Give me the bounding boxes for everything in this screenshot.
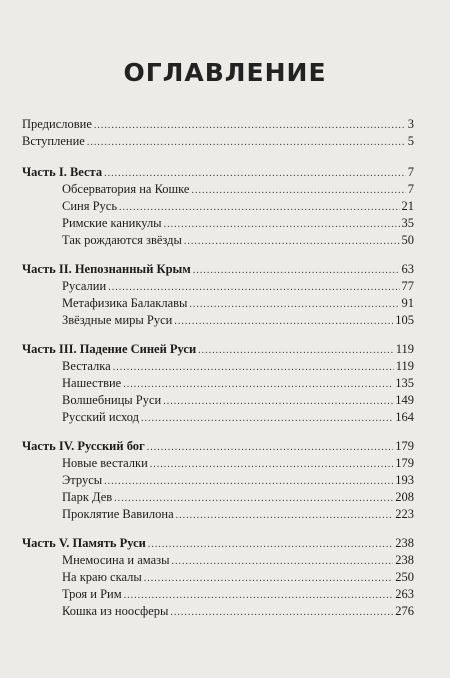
toc-chapter bbox=[22, 375, 414, 392]
dot-leader bbox=[94, 117, 406, 134]
dot-leader bbox=[123, 376, 393, 393]
toc-part-page: 63 bbox=[401, 262, 414, 276]
toc-part-label: Часть II. Непознанный Крым bbox=[22, 262, 191, 276]
toc-entry-label: Вступление bbox=[22, 134, 85, 148]
toc-part-label: Часть III. Падение Синей Руси bbox=[22, 342, 197, 356]
toc-chapter bbox=[22, 506, 414, 523]
toc-chapter-page: 250 bbox=[395, 570, 414, 584]
toc-chapter-page: 238 bbox=[395, 553, 414, 567]
table-of-contents bbox=[22, 116, 414, 620]
toc-chapter-label: Нашествие bbox=[62, 376, 122, 390]
dot-leader bbox=[147, 439, 394, 456]
toc-part-label: Часть I. Веста bbox=[22, 165, 103, 179]
dot-leader bbox=[119, 199, 399, 216]
toc-chapter-page: 179 bbox=[395, 456, 414, 470]
dot-leader bbox=[184, 233, 400, 250]
dot-leader bbox=[113, 359, 394, 376]
dot-leader bbox=[124, 587, 394, 604]
toc-chapter-label: На краю скалы bbox=[62, 570, 142, 584]
toc-chapter-page: 21 bbox=[401, 199, 414, 213]
toc-chapter-page: 164 bbox=[395, 410, 414, 424]
toc-chapter-label: Парк Дев bbox=[62, 490, 113, 504]
toc-part-page: 238 bbox=[395, 536, 414, 550]
toc-chapter-page: 149 bbox=[395, 393, 414, 407]
dot-leader bbox=[193, 262, 400, 279]
toc-chapter-page: 7 bbox=[407, 182, 414, 196]
toc-entry-page: 5 bbox=[407, 134, 414, 148]
toc-part-page: 179 bbox=[395, 439, 414, 453]
toc-chapter-label: Обсерватория на Кошке bbox=[62, 182, 190, 196]
toc-entry-preface bbox=[22, 116, 414, 133]
toc-chapter bbox=[22, 472, 414, 489]
toc-part-2 bbox=[22, 261, 414, 278]
dot-leader bbox=[148, 536, 393, 553]
toc-chapter-label: Проклятие Вавилона bbox=[62, 507, 174, 521]
toc-chapter-page: 276 bbox=[395, 604, 414, 618]
toc-chapter-label: Римские каникулы bbox=[62, 216, 162, 230]
toc-chapter bbox=[22, 603, 414, 620]
toc-chapter-label: Волшебницы Руси bbox=[62, 393, 162, 407]
toc-chapter-label: Русалии bbox=[62, 279, 107, 293]
toc-chapter bbox=[22, 392, 414, 409]
toc-part-label: Часть IV. Русский бог bbox=[22, 439, 145, 453]
toc-chapter bbox=[22, 181, 414, 198]
dot-leader bbox=[114, 490, 393, 507]
dot-leader bbox=[150, 456, 393, 473]
toc-chapter bbox=[22, 455, 414, 472]
dot-leader bbox=[170, 604, 393, 621]
dot-leader bbox=[172, 553, 394, 570]
toc-chapter-label: Весталка bbox=[62, 359, 111, 373]
toc-chapter-label: Русский исход bbox=[62, 410, 139, 424]
toc-chapter-page: 263 bbox=[395, 587, 414, 601]
toc-part-label: Часть V. Память Руси bbox=[22, 536, 146, 550]
toc-part-5 bbox=[22, 535, 414, 552]
dot-leader bbox=[163, 393, 393, 410]
toc-part-page: 7 bbox=[407, 165, 414, 179]
toc-chapter-page: 119 bbox=[395, 359, 414, 373]
toc-chapter-label: Этрусы bbox=[62, 473, 103, 487]
dot-leader bbox=[191, 182, 405, 199]
toc-entry-page: 3 bbox=[407, 117, 414, 131]
toc-chapter bbox=[22, 586, 414, 603]
toc-chapter bbox=[22, 409, 414, 426]
toc-chapter bbox=[22, 198, 414, 215]
toc-chapter-label: Кошка из ноосферы bbox=[62, 604, 169, 618]
toc-chapter-page: 77 bbox=[401, 279, 414, 293]
dot-leader bbox=[164, 216, 400, 233]
dot-leader bbox=[176, 507, 394, 524]
toc-chapter-label: Мнемосина и амазы bbox=[62, 553, 170, 567]
toc-chapter-label: Новые весталки bbox=[62, 456, 148, 470]
toc-chapter bbox=[22, 358, 414, 375]
toc-part-3 bbox=[22, 341, 414, 358]
toc-chapter-page: 35 bbox=[401, 216, 414, 230]
toc-chapter-label: Звёздные миры Руси bbox=[62, 313, 173, 327]
toc-chapter bbox=[22, 295, 414, 312]
toc-chapter bbox=[22, 278, 414, 295]
toc-chapter-page: 105 bbox=[395, 313, 414, 327]
toc-chapter bbox=[22, 489, 414, 506]
toc-chapter-label: Синя Русь bbox=[62, 199, 118, 213]
toc-chapter bbox=[22, 215, 414, 232]
toc-part-page: 119 bbox=[395, 342, 414, 356]
dot-leader bbox=[87, 134, 406, 151]
toc-chapter-page: 50 bbox=[401, 233, 414, 247]
toc-chapter bbox=[22, 552, 414, 569]
toc-chapter-page: 208 bbox=[395, 490, 414, 504]
dot-leader bbox=[189, 296, 399, 313]
toc-chapter-page: 91 bbox=[401, 296, 414, 310]
dot-leader bbox=[144, 570, 393, 587]
toc-chapter-label: Так рождаются звёзды bbox=[62, 233, 182, 247]
dot-leader bbox=[108, 279, 399, 296]
toc-chapter-label: Троя и Рим bbox=[62, 587, 122, 601]
dot-leader bbox=[198, 342, 394, 359]
toc-entry-label: Предисловие bbox=[22, 117, 92, 131]
toc-chapter-label: Метафизика Балаклавы bbox=[62, 296, 188, 310]
page-title: ОГЛАВЛЕНИЕ bbox=[123, 58, 327, 87]
toc-chapter-page: 223 bbox=[395, 507, 414, 521]
toc-chapter bbox=[22, 232, 414, 249]
toc-chapter bbox=[22, 569, 414, 586]
toc-chapter bbox=[22, 312, 414, 329]
toc-chapter-page: 135 bbox=[395, 376, 414, 390]
dot-leader bbox=[141, 410, 393, 427]
toc-part-1 bbox=[22, 164, 414, 181]
dot-leader bbox=[104, 473, 393, 490]
toc-chapter-page: 193 bbox=[395, 473, 414, 487]
dot-leader bbox=[174, 313, 393, 330]
toc-entry-introduction bbox=[22, 133, 414, 150]
dot-leader bbox=[104, 165, 406, 182]
toc-part-4 bbox=[22, 438, 414, 455]
